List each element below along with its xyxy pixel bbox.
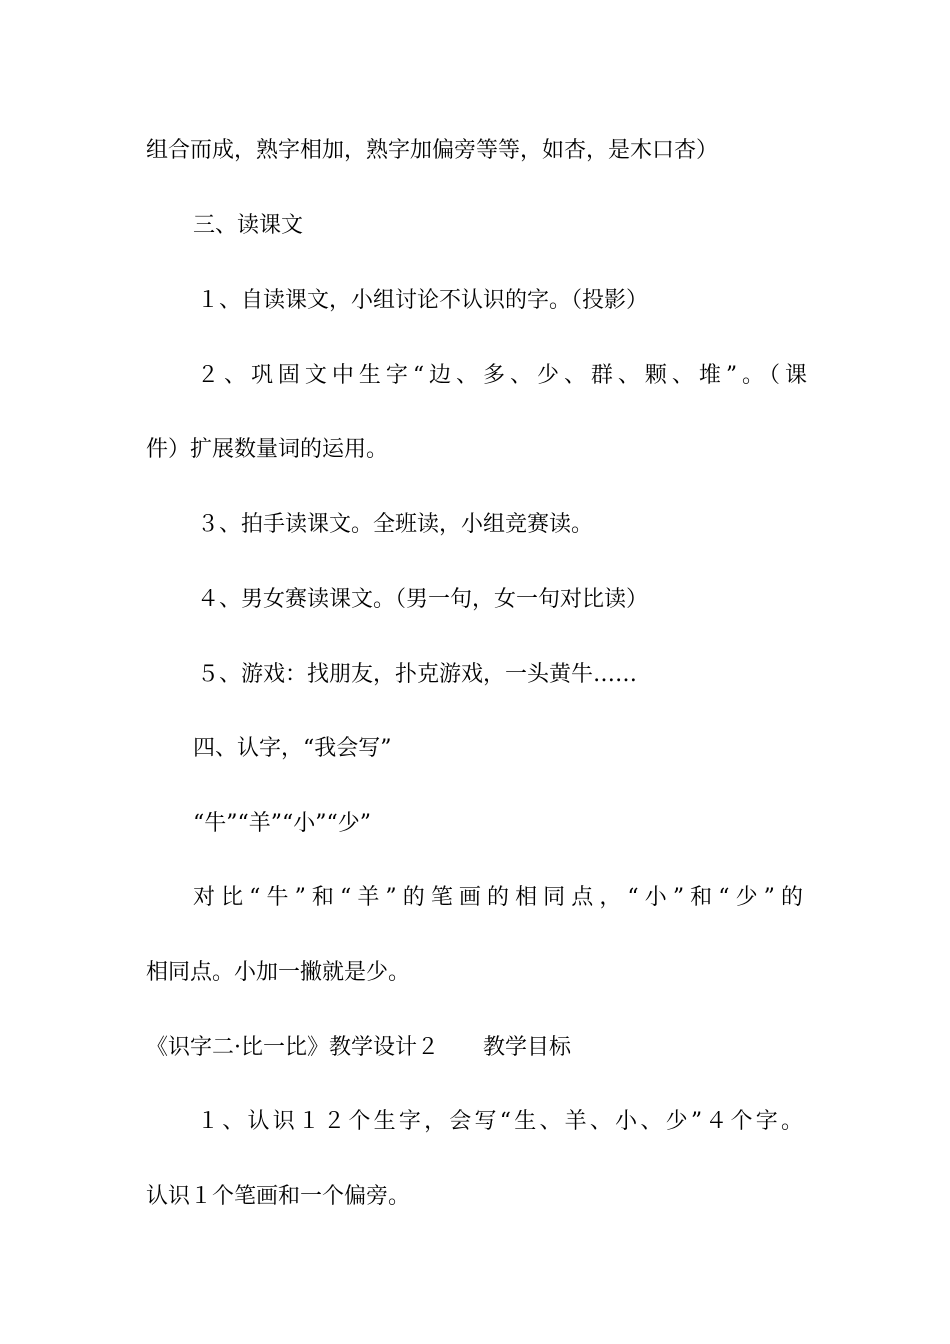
text-line-10: “牛”“羊”“小”“少” <box>193 811 371 836</box>
section-heading-recognize: 四、认字，“我会写” <box>193 736 392 761</box>
lesson-design-title: 《识字二·比一比》教学设计２ 教学目标 <box>146 1035 571 1060</box>
text-line-3: １、自读课文，小组讨论不认识的字。（投影） <box>197 288 649 313</box>
text-line-6: ３、拍手读课文。全班读，小组竞赛读。 <box>197 512 594 537</box>
text-line-15: 认识１个笔画和一个偏旁。 <box>146 1184 411 1209</box>
text-line-7: ４、男女赛读课文。（男一句，女一句对比读） <box>197 587 649 612</box>
text-line-11: 对比“牛”和“羊”的笔画的相同点，“小”和“少”的 <box>193 885 803 910</box>
text-line-4: ２、巩固文中生字“边、多、少、群、颗、堆”。（课 <box>197 363 807 388</box>
text-line-5: 件）扩展数量词的运用。 <box>146 437 389 462</box>
text-line-14: １、认识１２个生字，会写“生、羊、小、少”４个字。 <box>197 1109 803 1134</box>
text-line-8: ５、游戏：找朋友，扑克游戏，一头黄牛…… <box>197 662 638 687</box>
section-heading-read-text: 三、读课文 <box>193 213 304 238</box>
text-line-1: 组合而成，熟字相加，熟字加偏旁等等，如杏，是木口杏） <box>146 138 719 163</box>
text-line-12: 相同点。小加一撇就是少。 <box>146 960 411 985</box>
